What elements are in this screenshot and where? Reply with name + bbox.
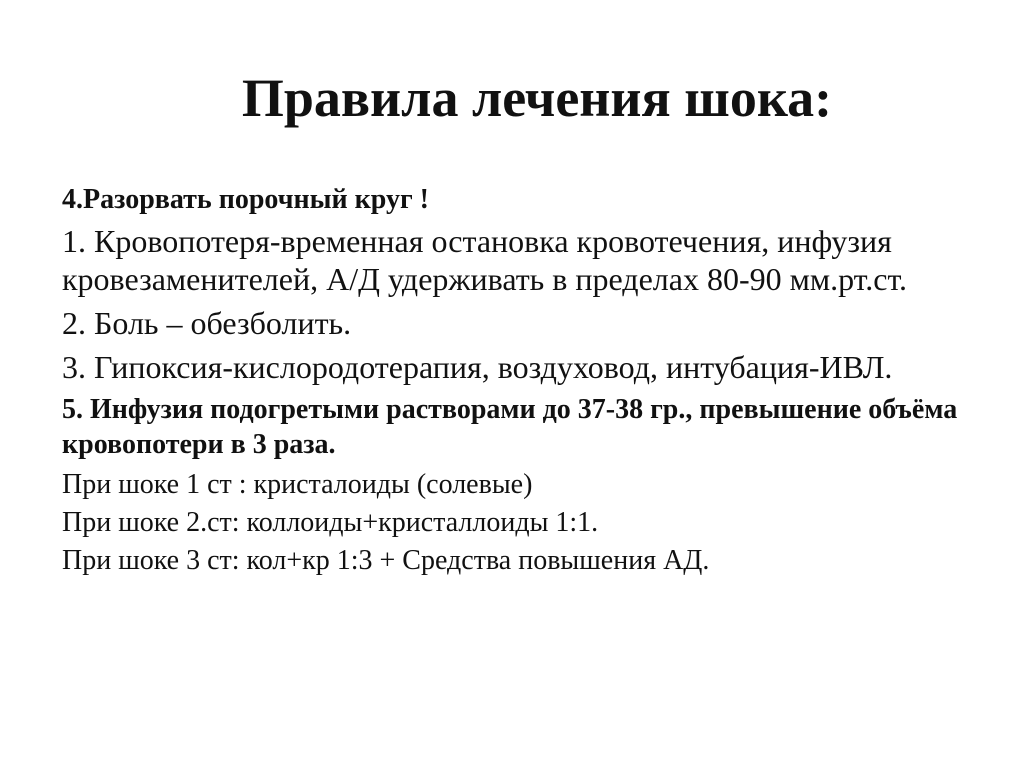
item-blood-loss: 1. Кровопотеря-временная остановка кровотечения, инфузия кровезаменителей, А/Д удерживать в пределах 80-90 мм.рт.ст. bbox=[62, 223, 908, 297]
shock-stage-2: При шоке 2.ст: коллоиды+кристаллоиды 1:1. bbox=[62, 507, 599, 538]
shock-stage-1: При шоке 1 ст : кристалоиды (солевые) bbox=[62, 469, 533, 500]
item-infusion: 5. Инфузия подогретыми растворами до 37-38 гр., превышение объёма кровопотери в 3 раза. bbox=[62, 394, 958, 460]
item-hypoxia: 3. Гипоксия-кислородотерапия, воздуховод, интубация-ИВЛ. bbox=[62, 349, 893, 385]
slide-title: Правила лечения шока: bbox=[241, 68, 833, 128]
heading-break-vicious-circle: 4.Разорвать порочный круг ! bbox=[62, 184, 429, 215]
slide-content bbox=[62, 180, 962, 580]
item-pain: 2. Боль – обезболить. bbox=[62, 305, 352, 341]
shock-stage-3: При шоке 3 ст: кол+кр 1:3 + Средства повышения АД. bbox=[62, 545, 710, 576]
